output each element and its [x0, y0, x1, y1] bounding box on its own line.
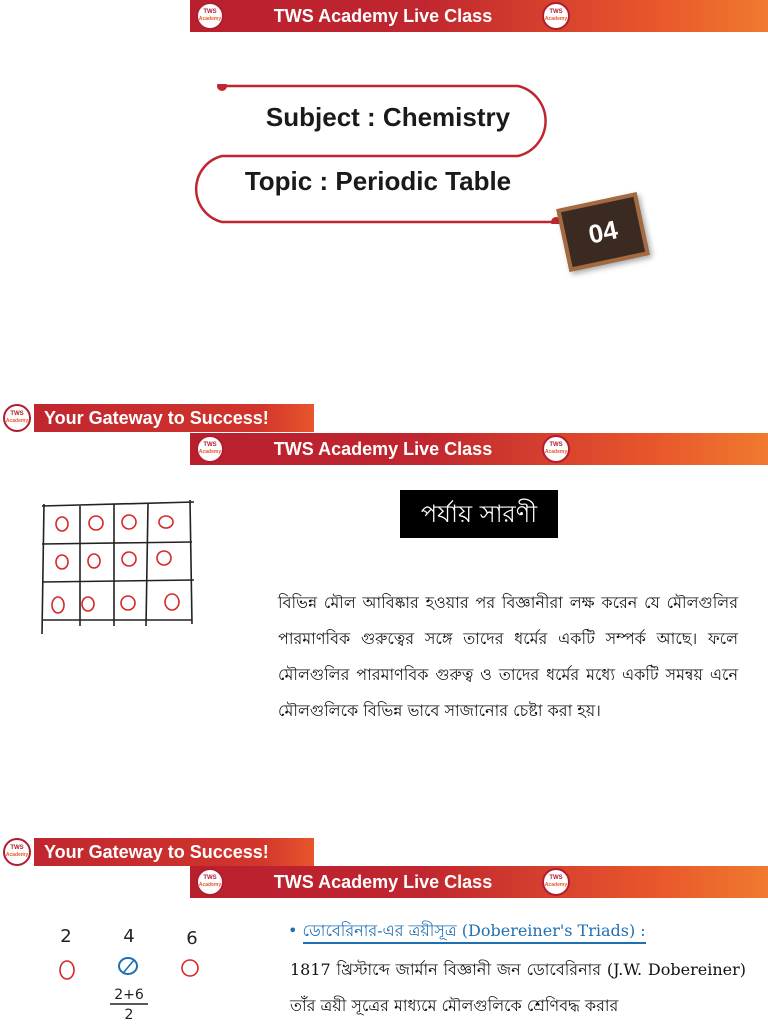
header-banner: [0, 866, 768, 898]
lesson-number-board: 04: [556, 192, 650, 272]
tws-logo: TWS Academy: [196, 868, 224, 896]
header-banner: [0, 433, 768, 465]
banner-title: TWS Academy Live Class: [273, 6, 493, 26]
bullet: •: [288, 921, 298, 940]
banner-white-band: [0, 866, 190, 898]
sketch-number: 6: [186, 928, 198, 949]
gateway-banner: [0, 404, 314, 432]
triads-title: [288, 918, 668, 945]
subject-title: Subject : Chemistry: [265, 102, 511, 132]
gateway-text: Your Gateway to Success!: [44, 408, 269, 428]
element-grid-sketch: [34, 496, 198, 636]
triads-paragraph: 1817 খ্রিস্টাব্দে জার্মান বিজ্ঞানী জন ডোবেরিনার (J.W. Dobereiner) তাঁর ত্রয়ী সূত্রের মাধ্যমে মৌলগুলিকে শ্রেণিবদ্ধ করার: [290, 960, 746, 1015]
tws-logo: TWS Academy: [3, 838, 31, 866]
intro-paragraph: বিভিন্ন মৌল আবিষ্কার হওয়ার পর বিজ্ঞানীরা লক্ষ করেন যে মৌলগুলির পারমাণবিক গুরুত্বের সঙ্গে তাদের ধর্মের একটি সম্পর্ক আছে। ফলে মৌলগুলির পারমাণবিক গুরুত্ব ও তাদের ধর্মের মধ্যে একটি সমন্বয় এনে মৌলগুলিকে বিভিন্ন ভাবে সাজানোর চেষ্টা করা হয়।: [278, 593, 738, 720]
sketch-fraction-top: 2+6: [114, 987, 144, 1003]
tws-logo: TWS Academy: [196, 435, 224, 463]
sketch-number: 4: [123, 926, 135, 947]
gateway-text: Your Gateway to Success!: [44, 842, 269, 862]
banner-white-band: [0, 0, 190, 32]
triads-title-text: ডোবেরিনার-এর ত্রয়ীসূত্র (Dobereiner's Triads) :: [303, 921, 646, 944]
sketch-fraction-bottom: 2: [124, 1007, 134, 1020]
banner-title: TWS Academy Live Class: [273, 439, 493, 459]
tws-logo: TWS Academy: [542, 868, 570, 896]
section-heading: পর্যায় সারণী: [400, 490, 558, 538]
sketch-number: 2: [60, 926, 72, 947]
banner-title: TWS Academy Live Class: [273, 872, 493, 892]
tws-logo: TWS Academy: [542, 2, 570, 30]
tws-logo: TWS Academy: [542, 435, 570, 463]
gateway-banner: [0, 838, 314, 866]
header-banner: [0, 0, 768, 32]
triad-sketch: [50, 920, 220, 1020]
tws-logo: TWS Academy: [3, 404, 31, 432]
banner-white-band: [0, 433, 190, 465]
topic-title: Topic : Periodic Table: [244, 166, 512, 196]
tws-logo: TWS Academy: [196, 2, 224, 30]
